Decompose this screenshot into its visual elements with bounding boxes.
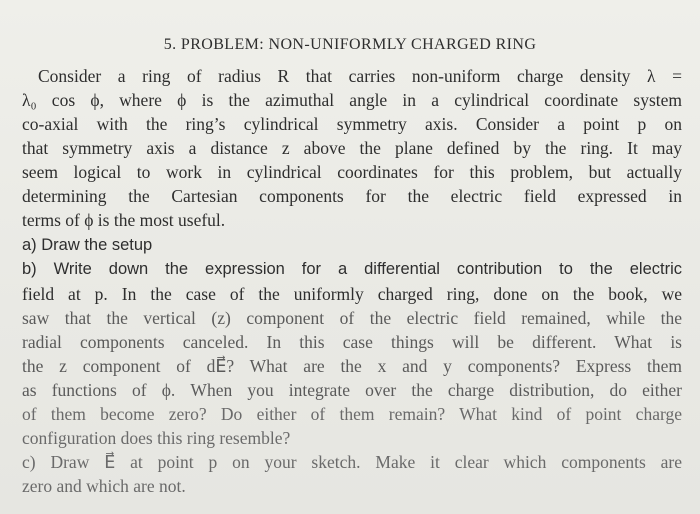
- part-b-line-8: configuration does this ring resemble?: [22, 428, 291, 448]
- part-a-label: a) Draw the setup: [22, 236, 153, 254]
- part-c-line-2: zero and which are not.: [22, 476, 186, 496]
- paragraph-line-3: co-axial with the ring’s cylindrical symmetry axis. Consider a point p on: [22, 114, 682, 134]
- paragraph-line-6: determining the Cartesian components for the electric field expressed in: [22, 186, 682, 206]
- paragraph-line-5: seem logical to work in cylindrical coordinates for this problem, but actually: [22, 162, 682, 182]
- part-b-line-6: as functions of ϕ. When you integrate over the charge distribution, do either: [22, 380, 682, 400]
- part-c-line-1: c) Draw E⃗ at point p on your sketch. Make it clear which components are: [22, 452, 682, 472]
- problem-title: 5. PROBLEM: NON-UNIFORMLY CHARGED RING: [163, 36, 537, 53]
- part-b-line-1: b) Write down the expression for a differential contribution to the electric: [22, 260, 682, 278]
- paragraph-line-2: λ₀ cos ϕ, where ϕ is the azimuthal angle in a cylindrical coordinate system: [22, 90, 682, 110]
- part-b-line-3: saw that the vertical (z) component of the electric field remained, while the: [22, 308, 682, 328]
- part-b-line-5: the z component of dE⃗? What are the x and y components? Express them: [22, 356, 682, 376]
- part-b-line-2: field at p. In the case of the uniformly charged ring, done on the book, we: [22, 284, 682, 304]
- part-b-line-7: of them become zero? Do either of them remain? What kind of point charge: [22, 404, 682, 424]
- paragraph-line-7: terms of ϕ is the most useful.: [22, 210, 226, 230]
- paragraph-line-1: Consider a ring of radius R that carries non-uniform charge density λ =: [38, 66, 682, 86]
- part-b-line-4: radial components canceled. In this case things will be different. What is: [22, 332, 682, 352]
- paragraph-line-4: that symmetry axis a distance z above the plane defined by the ring. It may: [22, 138, 682, 158]
